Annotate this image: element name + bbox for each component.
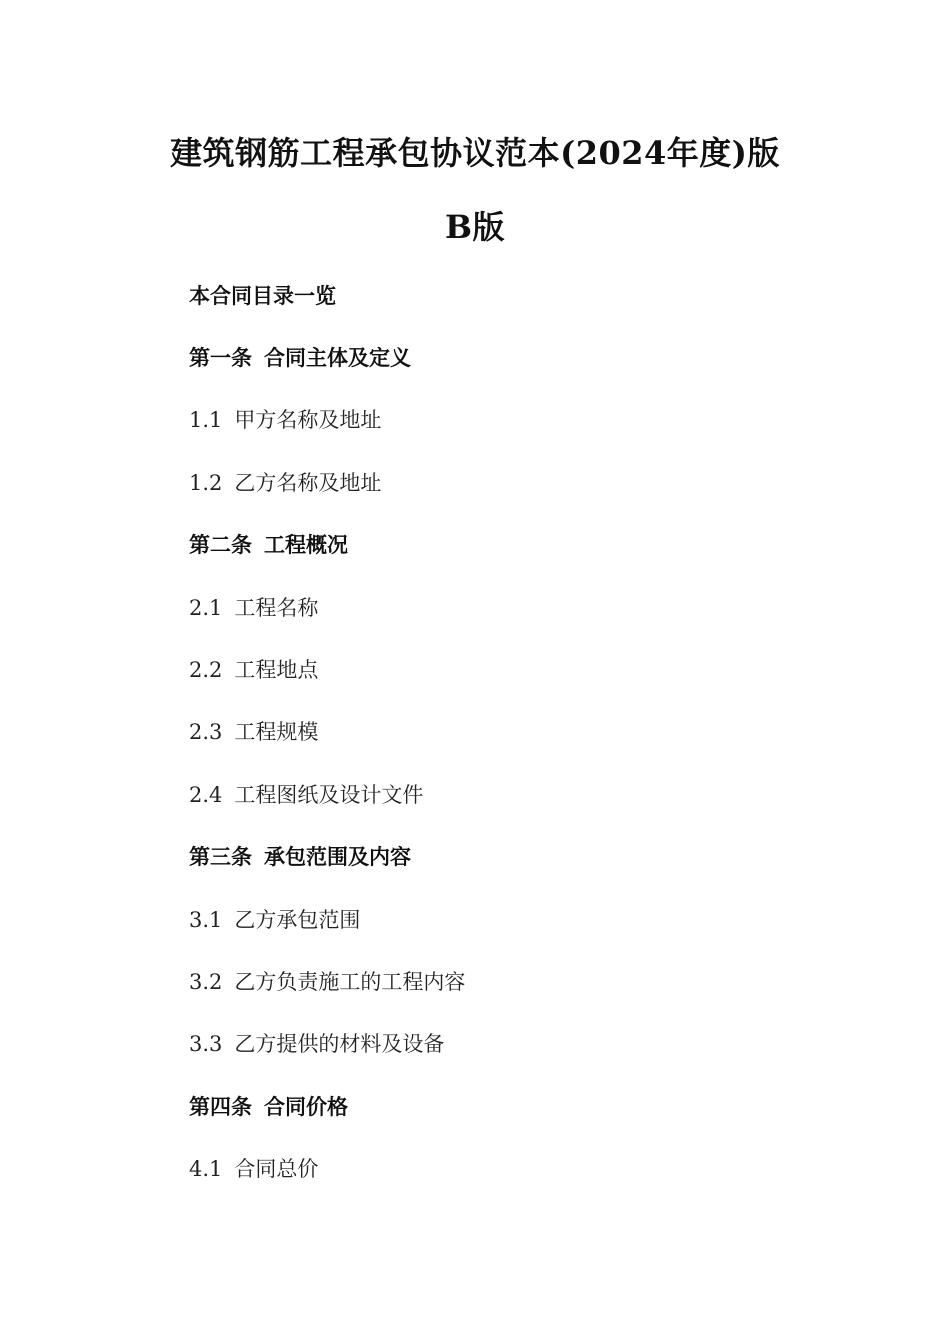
toc-item	[189, 468, 381, 498]
toc-item-number: 2.2	[189, 658, 223, 682]
toc-item	[189, 1154, 318, 1184]
toc-item	[189, 780, 423, 810]
toc-section-number: 第二条	[189, 533, 252, 557]
document-title: 建筑钢筋工程承包协议范本(2024年度)版	[170, 134, 780, 172]
toc-item-title: 工程规模	[234, 720, 319, 744]
toc-item-number: 3.3	[189, 1032, 223, 1056]
toc-item-number: 3.2	[189, 970, 223, 994]
toc-item-title: 工程名称	[234, 596, 319, 620]
toc-section	[189, 1092, 348, 1122]
toc-item-number: 1.1	[189, 408, 223, 432]
toc-item-title: 甲方名称及地址	[234, 408, 382, 432]
toc-item-number: 2.3	[189, 720, 223, 744]
toc-section	[189, 343, 411, 373]
toc-item	[189, 967, 465, 997]
toc-section-number: 第三条	[189, 845, 252, 869]
document-subtitle: B版	[444, 208, 506, 246]
toc-item	[189, 655, 318, 685]
toc-item-title: 工程地点	[234, 658, 319, 682]
toc-item-number: 2.1	[189, 596, 223, 620]
toc-section-number: 第一条	[189, 346, 252, 370]
toc-section-title: 合同价格	[264, 1095, 348, 1119]
toc-item	[189, 405, 381, 435]
toc-section	[189, 530, 348, 560]
toc-item-number: 2.4	[189, 783, 223, 807]
toc-section-title: 工程概况	[264, 533, 348, 557]
toc-item-title: 合同总价	[234, 1157, 319, 1181]
toc-item-number: 1.2	[189, 471, 223, 495]
toc-section-title: 合同主体及定义	[264, 346, 411, 370]
toc-item-title: 乙方负责施工的工程内容	[234, 970, 466, 994]
toc-item	[189, 1029, 444, 1059]
toc-item-title: 乙方提供的材料及设备	[234, 1032, 445, 1056]
toc-item	[189, 717, 318, 747]
toc-item	[189, 905, 360, 935]
toc-item-title: 乙方名称及地址	[234, 471, 382, 495]
toc-item-title: 乙方承包范围	[234, 908, 361, 932]
toc-item-number: 3.1	[189, 908, 223, 932]
toc-item-title: 工程图纸及设计文件	[234, 783, 424, 807]
toc-item	[189, 593, 318, 623]
toc-section-number: 第四条	[189, 1095, 252, 1119]
toc-heading: 本合同目录一览	[189, 284, 336, 308]
toc-item-number: 4.1	[189, 1157, 223, 1181]
toc-section-title: 承包范围及内容	[264, 845, 411, 869]
toc-section	[189, 842, 411, 872]
